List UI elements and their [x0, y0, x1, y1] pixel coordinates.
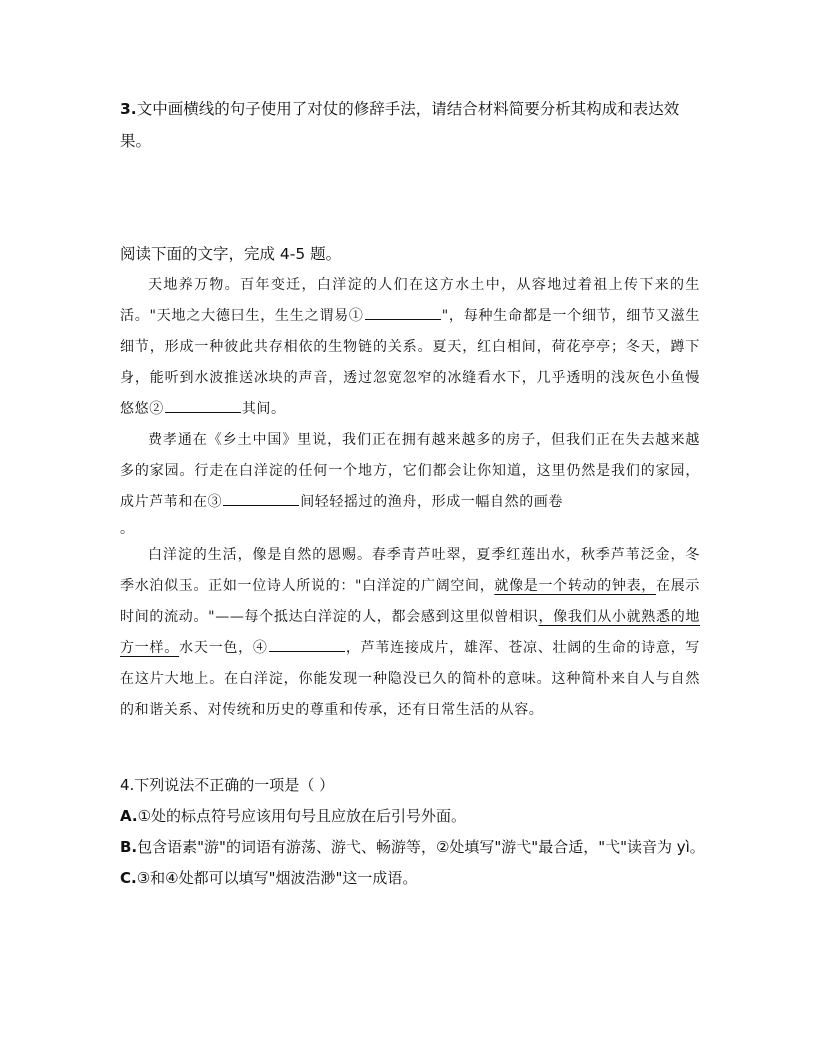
passage-text: 在展示时间的流动。"——每个抵达白洋淀的人，都会感到这里似曾相识	[120, 578, 700, 625]
passage-paragraph-3	[120, 540, 700, 726]
question-4-stem: 4.下列说法不正确的一项是（ ）	[120, 776, 335, 794]
passage-text: 白洋淀的生活，像是自然的恩赐。春季青芦吐翠，夏季红莲出水，秋季芦苇泛金，冬季水泊似玉。正如一位诗人所说的："白洋淀的广阔空间，	[120, 547, 700, 594]
passage-text: 其间。	[241, 401, 286, 417]
option-label: A.	[120, 807, 138, 825]
passage-text: 费孝通在《乡土中国》里说，我们正在拥有越来越多的房子，但我们正在失去越来越多的家园。行走在白洋淀的任何一个地方，它们都会让你知道，这里仍然是我们的家园，成片芦苇和在③	[120, 432, 700, 510]
question-3	[120, 93, 710, 157]
passage-paragraph-1	[120, 270, 700, 425]
option-b	[120, 832, 710, 863]
passage-paragraph-2	[120, 425, 700, 540]
reading-passage	[120, 270, 700, 726]
fill-blank-1	[365, 301, 441, 320]
underlined-sentence-1: 就像是一个转动的钟表，	[494, 578, 657, 594]
question-3-number: 3.	[120, 100, 137, 118]
passage-text: 天地养万物。百年变迁，白洋淀的人们在这方水土中，从容地过着祖上传下来的生活。"天地之大德曰生，生生之谓易①	[120, 277, 700, 324]
option-text: ③和④处都可以填写"烟波浩渺"这一成语。	[136, 869, 418, 887]
option-label: B.	[120, 838, 138, 856]
question-3-text: 文中画横线的句子使用了对仗的修辞手法，请结合材料简要分析其构成和表达效果。	[120, 100, 680, 150]
passage-period: 。	[120, 521, 135, 537]
passage-text: 水天一色，④	[179, 640, 268, 656]
underlined-sentence-2: ，像我们从小就熟悉的地方一样。	[120, 609, 700, 656]
reading-instruction: 阅读下面的文字，完成 4-5 题。	[120, 245, 342, 263]
fill-blank-3	[223, 487, 299, 506]
option-text: 包含语素"游"的词语有游荡、游弋、畅游等，②处填写"游弋"最合适，"弋"读音为 yì。	[137, 838, 705, 856]
passage-text: ，芦苇连接成片，雄浑、苍凉、壮阔的生命的诗意，写在这片大地上。在白洋淀，你能发现一种隐没已久的简朴的意味。这种简朴来自人与自然的和谐关系、对传统和历史的尊重和传承，还有日常生活的从容。	[120, 640, 700, 718]
option-label: C.	[120, 869, 137, 887]
passage-text: "，每种生命都是一个细节，细节又滋生细节，形成一种彼此共存相依的生物链的关系。夏天，红白相间，荷花亭亭；冬天，蹲下身，能听到水波推送冰块的声音，透过忽宽忽窄的冰缝看水下，几乎透明的浅灰色小鱼慢悠悠②	[120, 308, 700, 417]
option-a	[120, 801, 710, 832]
fill-blank-4	[269, 633, 345, 652]
option-text: ①处的标点符号应该用句号且应放在后引号外面。	[137, 807, 467, 825]
passage-text: 间轻轻摇过的渔舟，形成一幅自然的画卷	[300, 494, 564, 510]
question-4	[120, 770, 710, 894]
option-c	[120, 863, 710, 894]
fill-blank-2	[165, 394, 241, 413]
